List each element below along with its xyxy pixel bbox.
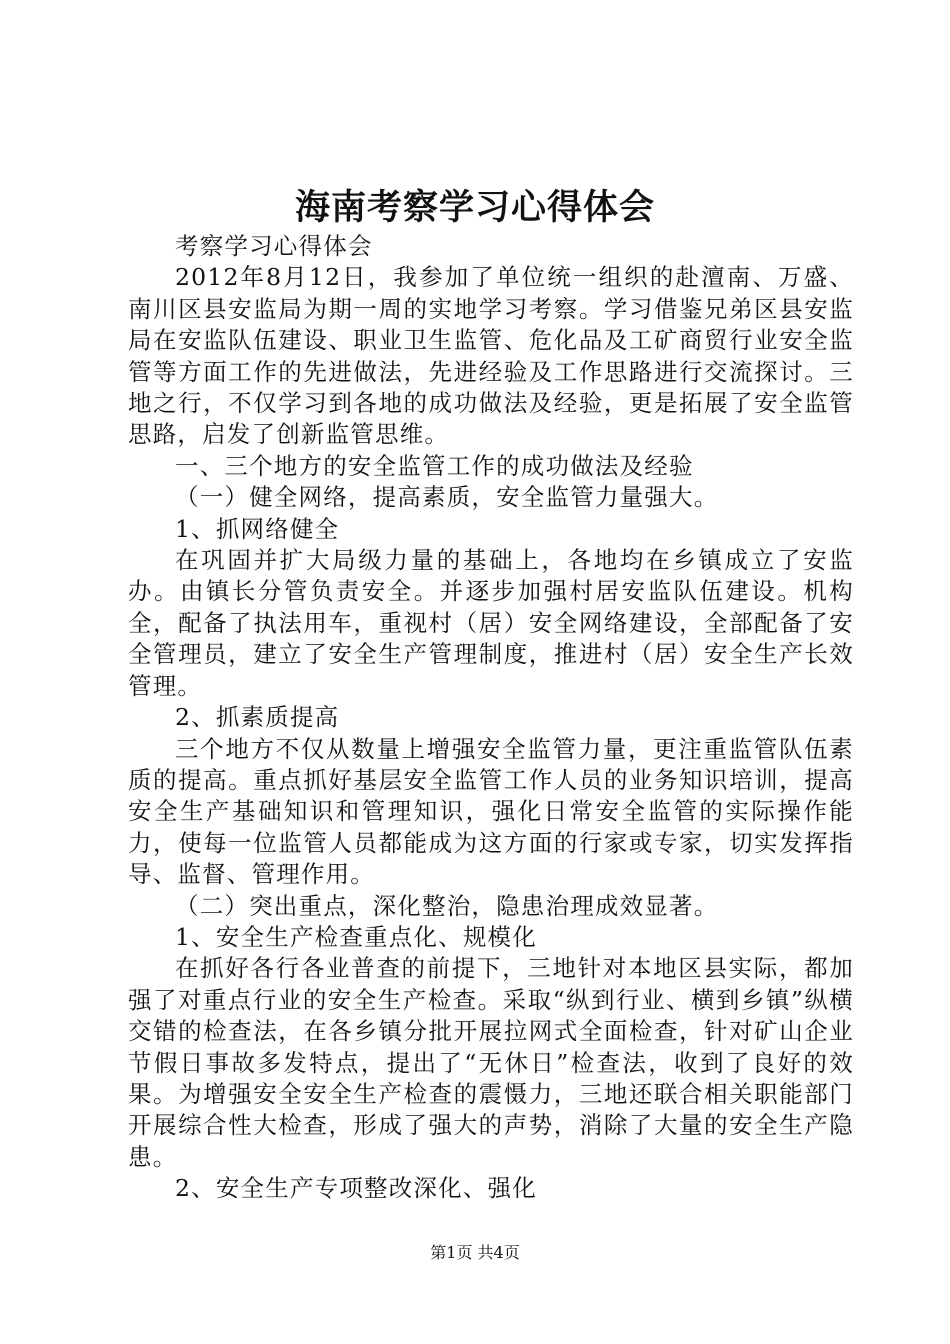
document-body: [128, 231, 854, 1205]
item-heading-inspection: 1、安全生产检查重点化、规模化: [175, 922, 537, 951]
paragraph-network: 在巩固并扩大局级力量的基础上，各地均在乡镇成立了安监办。由镇长分管负责安全。并逐步加强村居安监队伍建设。机构全，配备了执法用车，重视村（居）安全网络建设，全部配备了安全管理员，建立了安全生产管理制度，推进村（居）安全生产长效管理。: [128, 546, 854, 700]
subsection-heading-2: （二）突出重点，深化整治，隐患治理成效显著。: [175, 891, 719, 920]
item-heading-rectification: 2、安全生产专项整改深化、强化: [175, 1174, 537, 1203]
paragraph-inspection: 在抓好各行各业普查的前提下，三地针对本地区县实际，都加强了对重点行业的安全生产检查。采取“纵到行业、横到乡镇”纵横交错的检查法，在各乡镇分批开展拉网式全面检查，针对矿山企业节假日事故多发特点，提出了“无休日”检查法，收到了良好的效果。为增强安全安全生产检查的震慑力，三地还联合相关职能部门开展综合性大检查，形成了强大的声势，消除了大量的安全生产隐患。: [128, 954, 854, 1171]
paragraph-intro: 2012年8月12日，我参加了单位统一组织的赴澶南、万盛、南川区县安监局为期一周的实地学习考察。学习借鉴兄弟区县安监局在安监队伍建设、职业卫生监管、危化品及工矿商贸行业安全监管等方面工作的先进做法，先进经验及工作思路进行交流探讨。三地之行，不仅学习到各地的成功做法及经验，更是拓展了安全监管思路，启发了创新监管思维。: [128, 263, 854, 449]
section-heading-1: 一、三个地方的安全监管工作的成功做法及经验: [175, 451, 694, 480]
document-title: 海南考察学习心得体会: [294, 187, 655, 228]
subsection-heading-1: （一）健全网络，提高素质，安全监管力量强大。: [175, 483, 719, 512]
item-heading-network: 1、抓网络健全: [175, 514, 340, 543]
item-heading-quality: 2、抓素质提高: [175, 703, 340, 732]
paragraph-quality: 三个地方不仅从数量上增强安全监管力量，更注重监管队伍素质的提高。重点抓好基层安全监管工作人员的业务知识培训，提高安全生产基础知识和管理知识，强化日常安全监管的实际操作能力，使每一位监管人员都能成为这方面的行家或专家，切实发挥指导、监督、管理作用。: [128, 734, 854, 889]
page-footer: 第1页 共4页: [430, 1243, 520, 1262]
paragraph-subtitle: 考察学习心得体会: [175, 232, 373, 260]
